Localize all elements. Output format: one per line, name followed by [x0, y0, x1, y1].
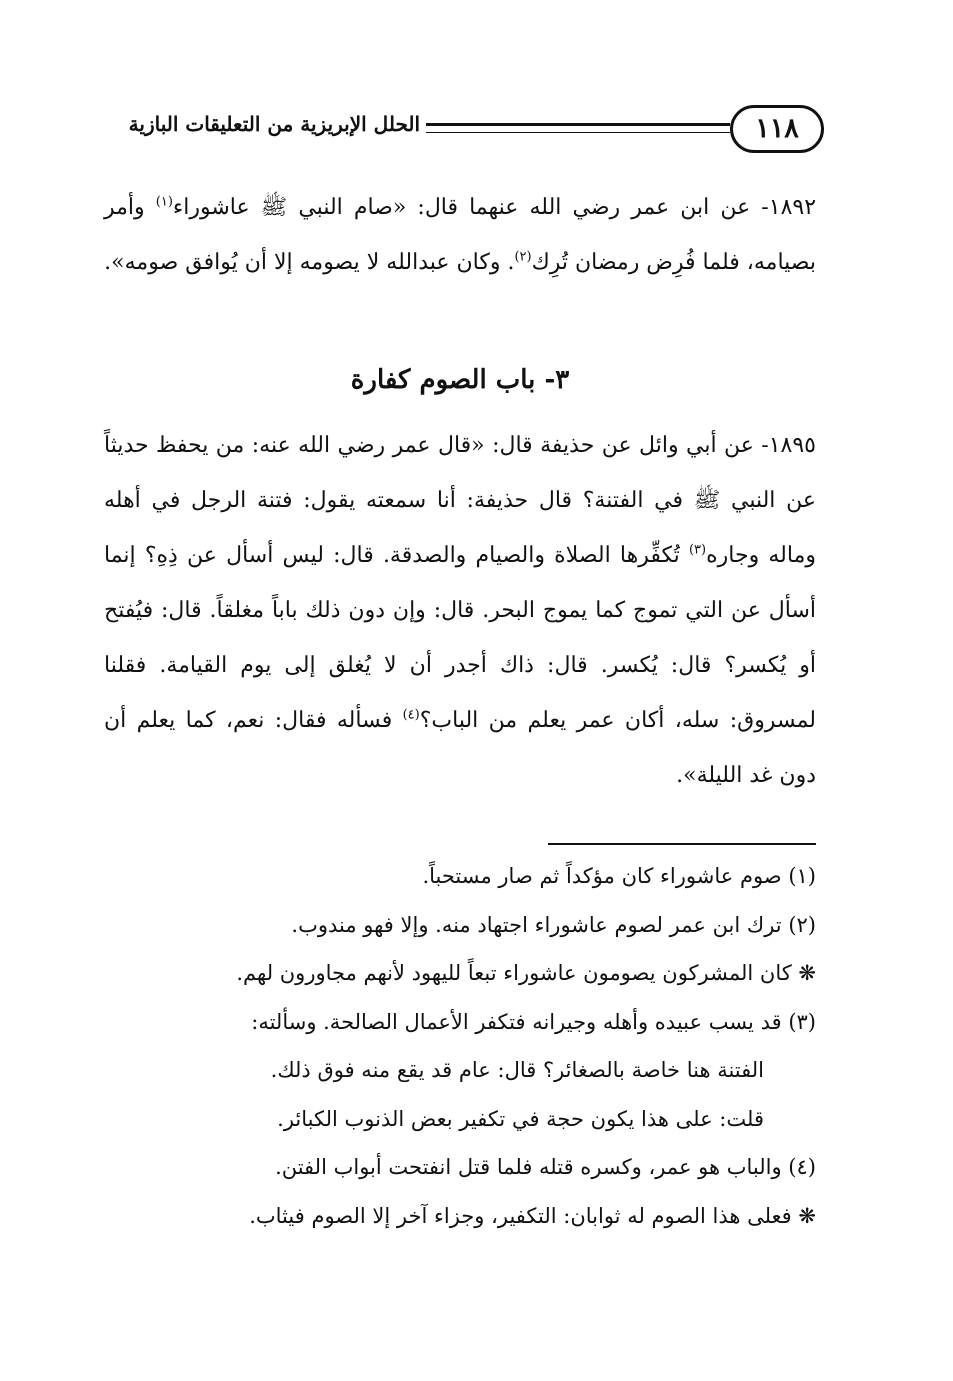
hadith-1895-text-a: ١٨٩٥- عن أبي وائل عن حذيفة قال: «قال عمر رضي الله عنه: من يحفظ حديثاً عن النبي ﷺ في الفتنة؟ قال حذيفة: أنا سمعته يقول: فتنة الرجل في أهله وماله وجاره — [104, 433, 816, 568]
hadith-1895-text-b: تُكفِّرها الصلاة والصيام والصدقة. قال: ليس أسأل عن ذِهِ؟ إنما أسأل عن التي تموج كما يموج البحر. قال: وإن دون ذلك باباً مغلقاً. قال: فيُفتح أو يُكسر؟ قال: يُكسر. قال: ذاك أجدر أن لا يُغلق إلى يوم القيامة. فقلنا لمسروق: سله، أكان عمر يعلم من الباب؟ — [104, 543, 816, 733]
footnote-3: (٣) قد يسب عبيده وأهله وجيرانه فتكفر الأعمال الصالحة. وسألته: — [251, 1009, 816, 1034]
hadith-1892-text-c: . وكان عبدالله لا يصومه إلا أن يُوافق صومه». — [104, 250, 515, 275]
hadith-1892-text-b: وأمر بصيامه، فلما فُرِض رمضان تُرِك — [104, 195, 816, 275]
footnote-ref-4[interactable]: (٤) — [402, 707, 420, 723]
footnote-note: ❋ كان المشركون يصومون عاشوراء تبعاً لليهود لأنهم مجاورون لهم. — [236, 961, 816, 985]
footnote-3-continued: الفتنة هنا خاصة بالصغائر؟ قال: عام قد يقع منه فوق ذلك. — [270, 1058, 764, 1082]
footnote-3-continued: قلت: على هذا يكون حجة في تكفير بعض الذنوب الكبائر. — [277, 1106, 764, 1131]
footnote-4: (٤) والباب هو عمر، وكسره قتله فلما قتل انفتحت أبواب الفتن. — [275, 1155, 816, 1179]
footnote-1: (١) صوم عاشوراء كان مؤكداً ثم صار مستحباً. — [422, 864, 816, 888]
running-header — [108, 105, 824, 157]
footnote-separator — [548, 843, 816, 845]
hadith-1895-text-c: فسأله فقال: نعم، كما يعلم أن دون غد الليلة». — [104, 708, 816, 788]
header-double-rule — [426, 123, 730, 133]
footnote-note: ❋ فعلى هذا الصوم له ثوابان: التكفير، وجزاء آخر إلا الصوم فيثاب. — [249, 1203, 816, 1228]
hadith-1892 — [104, 180, 816, 290]
footnote-2: (٢) ترك ابن عمر لصوم عاشوراء اجتهاد منه. وإلا فهو مندوب. — [291, 912, 816, 937]
hadith-1892-text-a: ١٨٩٢- عن ابن عمر رضي الله عنهما قال: «صام النبي ﷺ عاشوراء — [172, 195, 817, 220]
footnote-ref-1[interactable]: (١) — [155, 194, 173, 210]
footnotes — [104, 852, 816, 1240]
book-title: الحلل الإبريزية من التعليقات البازية — [128, 112, 420, 136]
chapter-heading: ٣- باب الصوم كفارة — [350, 365, 570, 395]
footnote-ref-2[interactable]: (٢) — [514, 249, 532, 265]
page-number: ١١٨ — [730, 105, 824, 153]
hadith-1895 — [104, 418, 816, 803]
footnote-ref-3[interactable]: (٣) — [688, 542, 707, 558]
